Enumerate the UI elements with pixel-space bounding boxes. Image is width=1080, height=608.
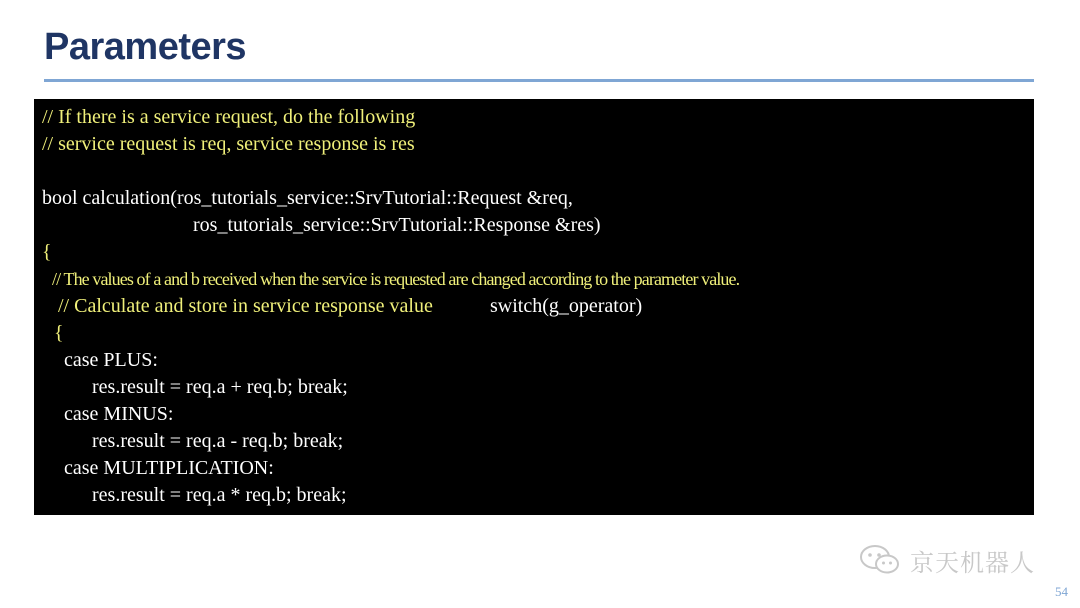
code-line-function-signature: bool calculation(ros_tutorials_service::SrvTutorial::Request &req, <box>42 187 573 209</box>
slide-title: Parameters <box>44 26 247 68</box>
wechat-icon <box>858 543 902 577</box>
code-line-case-minus: case MINUS: <box>64 403 174 425</box>
code-line-minus-result: res.result = req.a - req.b; break; <box>92 430 344 452</box>
code-line-comment-2: // service request is req, service response is res <box>42 133 415 155</box>
watermark-text: 京天机器人 <box>910 548 1035 577</box>
title-divider <box>44 79 1034 82</box>
code-line-comment-3: // The values of a and b received when the service is requested are changed according to the parameter value. <box>52 269 740 289</box>
code-line-function-params: ros_tutorials_service::SrvTutorial::Response &res) <box>193 214 601 236</box>
code-line-plus-result: res.result = req.a + req.b; break; <box>92 376 348 398</box>
code-line-switch-brace: { <box>54 322 64 344</box>
code-line-case-multiplication: case MULTIPLICATION: <box>64 457 274 479</box>
code-line-multiplication-result: res.result = req.a * req.b; break; <box>92 484 347 506</box>
watermark <box>858 542 1035 578</box>
code-block <box>34 99 1034 515</box>
code-line-switch: switch(g_operator) <box>490 295 643 317</box>
code-line-case-plus: case PLUS: <box>64 349 158 371</box>
code-line-comment-4: // Calculate and store in service response value <box>58 295 433 317</box>
code-line-comment-1: // If there is a service request, do the following <box>42 106 416 128</box>
page-number: 54 <box>1055 584 1068 599</box>
code-line-open-brace: { <box>42 241 52 263</box>
